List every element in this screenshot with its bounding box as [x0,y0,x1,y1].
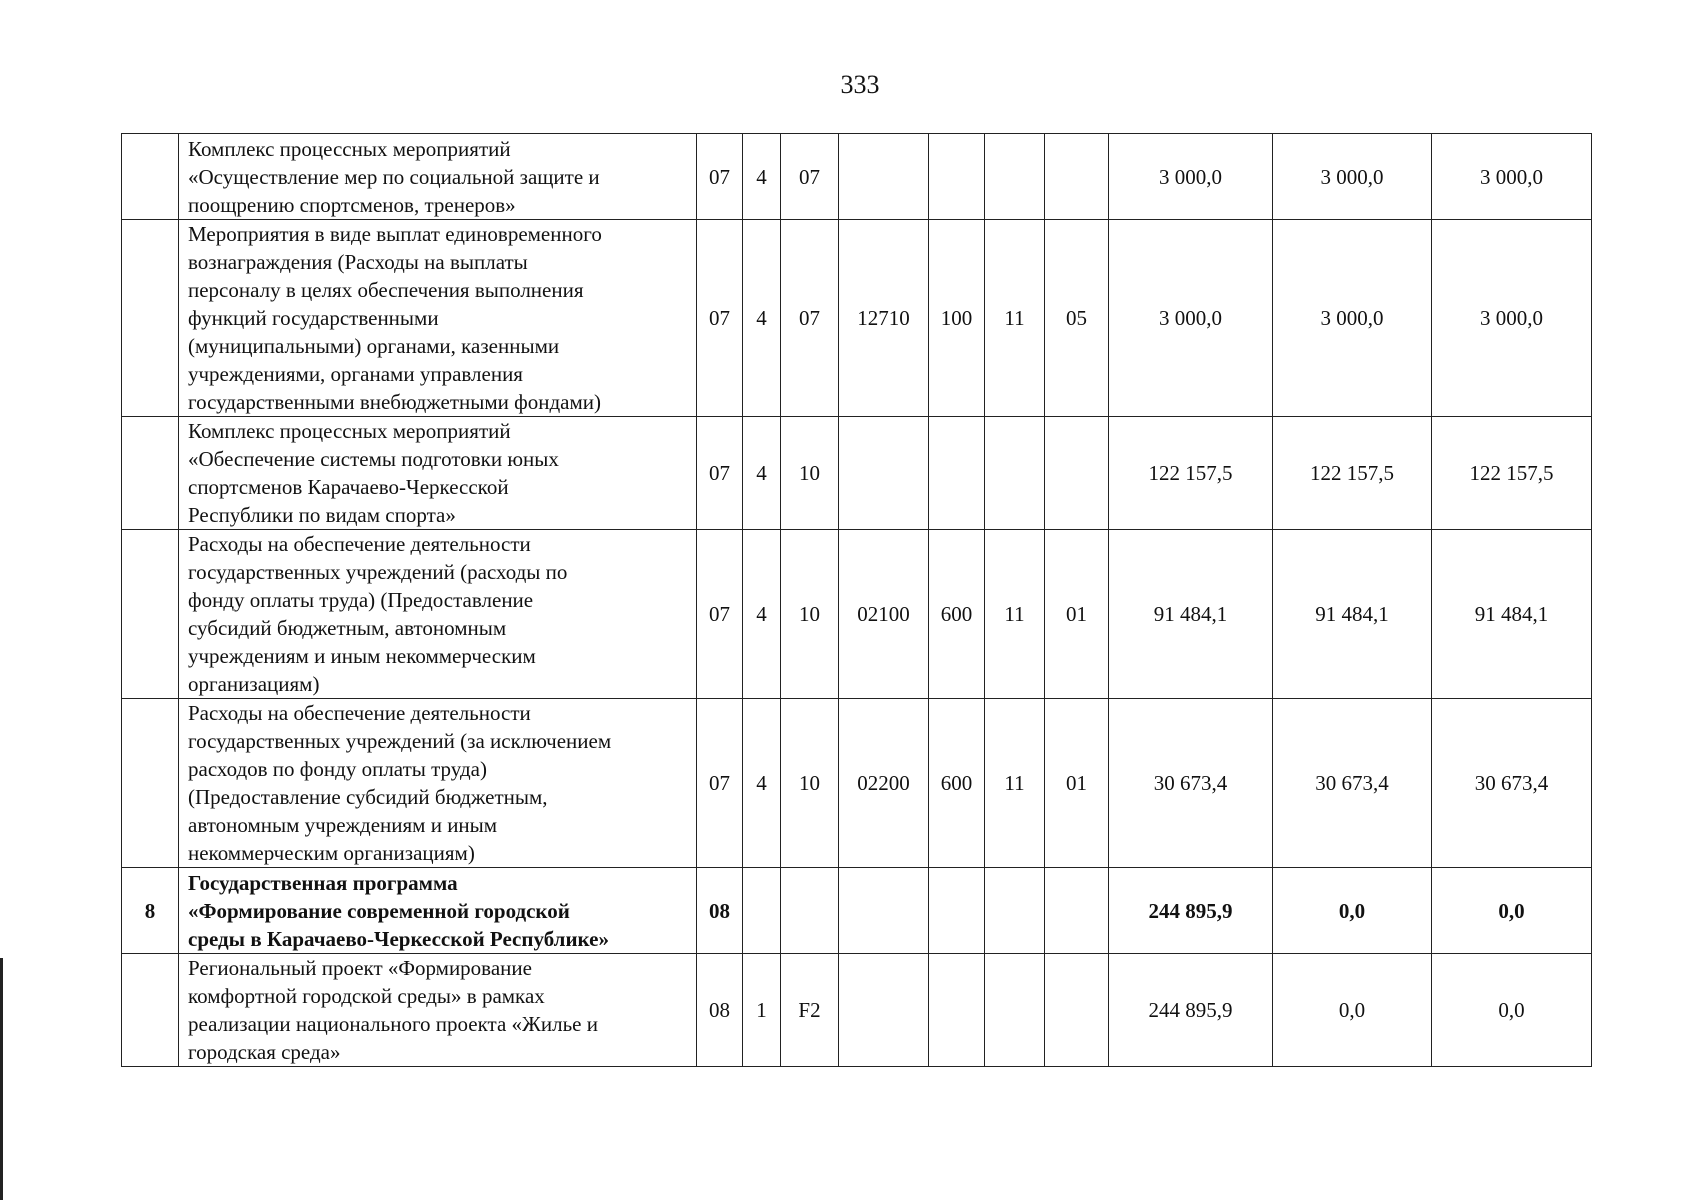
amount-year-2: 91 484,1 [1273,530,1432,699]
expense-direction-code [839,954,929,1067]
description-line: поощрению спортсменов, тренеров» [188,192,516,217]
amount-year-1: 3 000,0 [1109,220,1273,417]
expense-type-code [929,417,985,530]
expense-type-code: 600 [929,699,985,868]
subsection-code: 01 [1045,530,1109,699]
description-line: спортсменов Карачаево-Черкесской [188,475,509,499]
row-description [179,868,697,954]
row-description [179,220,697,417]
description-line: организациям) [188,672,320,696]
page-number: 333 [840,70,880,99]
description-line: государственных учреждений (за исключением [188,729,612,753]
description-line: автономным учреждениям и иным [188,813,498,837]
subsection-code [1045,134,1109,220]
table-row [122,699,1592,868]
scan-margin-line [0,958,3,1200]
expense-type-code [929,134,985,220]
description-line: реализации национального проекта «Жилье и [188,1012,598,1036]
amount-year-3: 122 157,5 [1432,417,1592,530]
expense-direction-code: 12710 [839,220,929,417]
row-number [122,220,179,417]
row-description [179,530,697,699]
description-line: «Осуществление мер по социальной защите и [188,164,600,189]
subsection-code: 01 [1045,699,1109,868]
subsection-code: 05 [1045,220,1109,417]
description-line: Региональный проект «Формирование [188,956,532,980]
structure-type-code: 4 [743,699,781,868]
structure-element-code: 07 [781,134,839,220]
expense-direction-code [839,417,929,530]
budget-table [121,133,1592,1067]
program-code: 07 [697,134,743,220]
expense-type-code: 100 [929,220,985,417]
amount-year-3: 3 000,0 [1432,134,1592,220]
table-row [122,417,1592,530]
row-number [122,134,179,220]
structure-type-code: 4 [743,134,781,220]
program-code: 08 [697,868,743,954]
amount-year-1: 91 484,1 [1109,530,1273,699]
structure-element-code [781,868,839,954]
amount-year-1: 30 673,4 [1109,699,1273,868]
description-line: «Обеспечение системы подготовки юных [188,447,559,471]
subsection-code [1045,954,1109,1067]
description-line: вознаграждения (Расходы на выплаты [188,250,528,274]
description-line: Расходы на обеспечение деятельности [188,701,531,725]
description-line: учреждениям и иным некоммерческим [188,644,536,668]
section-code [985,868,1045,954]
structure-element-code: F2 [781,954,839,1067]
program-code: 08 [697,954,743,1067]
amount-year-3: 0,0 [1432,868,1592,954]
structure-type-code: 4 [743,220,781,417]
description-line: фонду оплаты труда) (Предоставление [188,588,534,612]
program-code: 07 [697,220,743,417]
amount-year-1: 244 895,9 [1109,868,1273,954]
description-line: городская среда» [188,1040,341,1064]
expense-direction-code [839,868,929,954]
row-description [179,954,697,1067]
subsection-code [1045,417,1109,530]
expense-direction-code: 02200 [839,699,929,868]
amount-year-2: 30 673,4 [1273,699,1432,868]
structure-type-code [743,868,781,954]
description-line: (муниципальными) органами, казенными [188,334,560,358]
description-line: (Предоставление субсидий бюджетным, [188,785,548,809]
amount-year-2: 3 000,0 [1273,134,1432,220]
row-description [179,417,697,530]
structure-type-code: 1 [743,954,781,1067]
row-number [122,530,179,699]
amount-year-2: 122 157,5 [1273,417,1432,530]
row-description [179,699,697,868]
amount-year-2: 0,0 [1273,868,1432,954]
description-line: «Формирование современной городской [188,898,570,923]
amount-year-1: 3 000,0 [1109,134,1273,220]
table-row [122,220,1592,417]
description-line: персоналу в целях обеспечения выполнения [188,278,584,302]
amount-year-1: 122 157,5 [1109,417,1273,530]
description-line: государственных учреждений (расходы по [188,560,568,584]
description-line: среды в Карачаево-Черкесской Республике» [188,926,609,951]
description-line: Мероприятия в виде выплат единовременного [188,222,602,246]
description-line: учреждениями, органами управления [188,362,523,386]
description-line: комфортной городской среды» в рамках [188,984,545,1008]
description-line: субсидий бюджетным, автономным [188,616,507,640]
description-line: функций государственными [188,306,439,330]
expense-direction-code [839,134,929,220]
amount-year-3: 91 484,1 [1432,530,1592,699]
description-line: некоммерческим организациям) [188,841,475,865]
section-code: 11 [985,220,1045,417]
expense-direction-code: 02100 [839,530,929,699]
section-code [985,954,1045,1067]
amount-year-3: 0,0 [1432,954,1592,1067]
expense-type-code [929,954,985,1067]
program-code: 07 [697,699,743,868]
structure-element-code: 10 [781,417,839,530]
expense-type-code: 600 [929,530,985,699]
program-code: 07 [697,530,743,699]
description-line: Государственная программа [188,870,458,895]
description-line: Комплекс процессных мероприятий [188,136,511,161]
section-code: 11 [985,530,1045,699]
table-row [122,868,1592,954]
amount-year-2: 3 000,0 [1273,220,1432,417]
amount-year-3: 30 673,4 [1432,699,1592,868]
row-description [179,134,697,220]
row-number [122,699,179,868]
structure-type-code: 4 [743,417,781,530]
description-line: Республики по видам спорта» [188,503,456,527]
amount-year-1: 244 895,9 [1109,954,1273,1067]
program-code: 07 [697,417,743,530]
table-row [122,530,1592,699]
structure-type-code: 4 [743,530,781,699]
expense-type-code [929,868,985,954]
structure-element-code: 10 [781,699,839,868]
section-code [985,134,1045,220]
description-line: расходов по фонду оплаты труда) [188,757,487,781]
amount-year-2: 0,0 [1273,954,1432,1067]
description-line: государственными внебюджетными фондами) [188,390,602,414]
row-number [122,954,179,1067]
description-line: Комплекс процессных мероприятий [188,419,511,443]
row-number: 8 [122,868,179,954]
table-row [122,954,1592,1067]
structure-element-code: 10 [781,530,839,699]
subsection-code [1045,868,1109,954]
section-code [985,417,1045,530]
section-code: 11 [985,699,1045,868]
structure-element-code: 07 [781,220,839,417]
amount-year-3: 3 000,0 [1432,220,1592,417]
table-row [122,134,1592,220]
description-line: Расходы на обеспечение деятельности [188,532,531,556]
row-number [122,417,179,530]
